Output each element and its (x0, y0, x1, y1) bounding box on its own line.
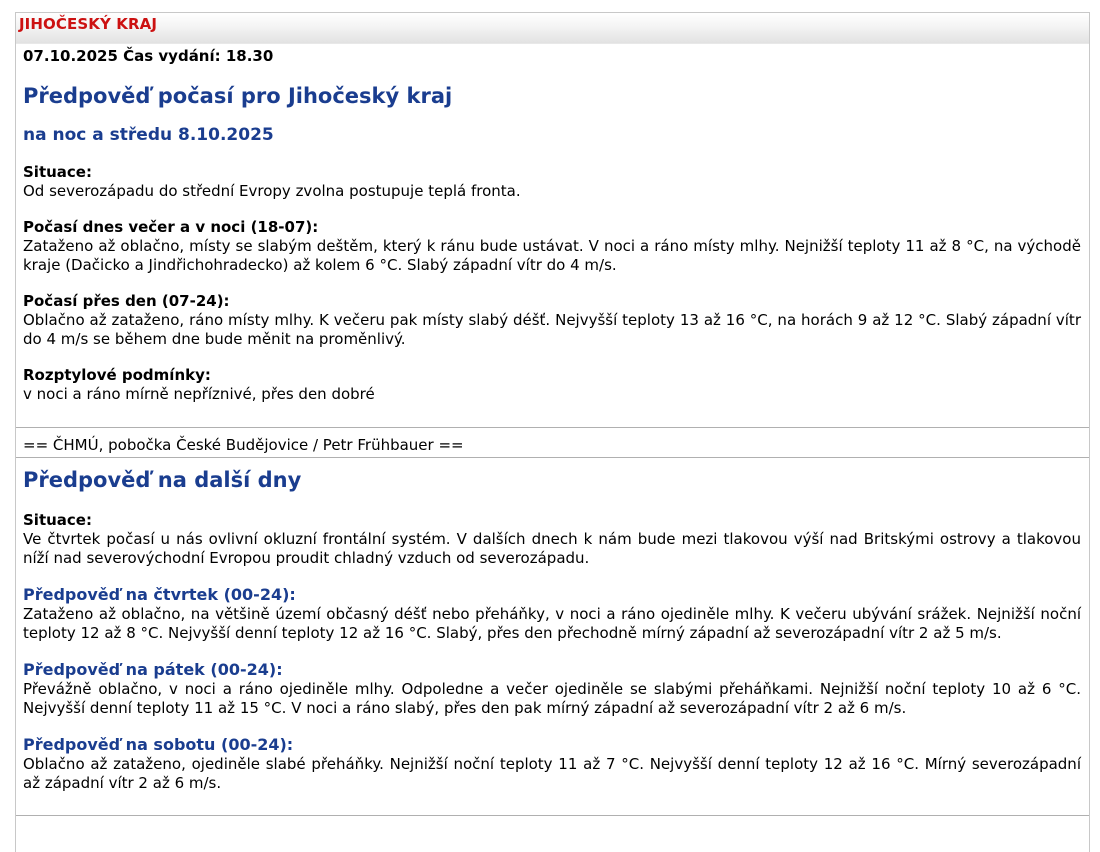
next-days-title: Předpověď na další dny (23, 468, 302, 492)
section-text: Od severozápadu do střední Evropy zvolna postupuje teplá fronta. (23, 182, 521, 200)
day-text: Oblačno až zataženo, ojediněle slabé přeháňky. Nejnižší noční teploty 11 až 7 °C. Nejvyšší denní teploty 12 až 16 °C. Mírný severozápadní až západní vítr 2 až 6 m/s. (23, 755, 1081, 792)
daytime-section (23, 292, 1081, 349)
section-heading: Počasí přes den (07-24): (23, 292, 230, 310)
section-heading: Situace: (23, 511, 92, 529)
next-situation-section (23, 511, 1081, 568)
region-title: JIHOČESKÝ KRAJ (19, 15, 157, 33)
next-days-content (16, 466, 1089, 793)
forecast-content (16, 46, 1089, 404)
dispersion-section (23, 366, 1081, 404)
day-text: Převážně oblačno, v noci a ráno ojediněle mlhy. Odpoledne a večer ojediněle se slabými přeháňkami. Nejnižší noční teploty 10 až 6 °C. Nejvyšší denní teploty 11 až 15 °C. V noci a ráno slabý, přes den pak mírný západní až severozápadní vítr 2 až 6 m/s. (23, 680, 1081, 717)
region-header (16, 13, 1089, 44)
section-heading: Situace: (23, 163, 92, 181)
situation-section (23, 163, 1081, 201)
forecast-subtitle: na noc a středu 8.10.2025 (23, 125, 274, 145)
section-text: Ve čtvrtek počasí u nás ovlivní okluzní frontální systém. V dalších dnech k nám bude mezi tlakovou výší nad Britskými ostrovy a tlakovou níží nad severovýchodní Evropou proudit chladný vzduch od severozápadu. (23, 530, 1081, 567)
section-text: v noci a ráno mírně nepříznivé, přes den dobré (23, 385, 375, 403)
divider (16, 815, 1089, 816)
section-text: Oblačno až zataženo, ráno místy mlhy. K večeru pak místy slabý déšť. Nejvyšší teploty 13 až 16 °C, na horách 9 až 12 °C. Slabý západní vítr do 4 m/s se během dne bude měnit na proměnlivý. (23, 311, 1081, 348)
divider (16, 457, 1089, 458)
thursday-forecast (23, 585, 1081, 643)
forecast-title: Předpověď počasí pro Jihočeský kraj (23, 84, 453, 108)
day-text: Zataženo až oblačno, na většině území občasný déšť nebo přeháňky, v noci a ráno ojediněle mlhy. K večeru ubývání srážek. Nejnižší noční teploty 12 až 8 °C. Nejvyšší denní teploty 12 až 16 °C. Slabý, přes den přechodně mírný západní až severozápadní vítr 2 až 5 m/s. (23, 605, 1081, 642)
friday-forecast (23, 660, 1081, 718)
section-text: Zataženo až oblačno, místy se slabým deštěm, který k ránu bude ustávat. V noci a ráno místy mlhy. Nejnižší teploty 11 až 8 °C, na východě kraje (Dačicko a Jindřichohradecko) až kolem 6 °C. Slabý západní vítr do 4 m/s. (23, 237, 1081, 274)
day-heading: Předpověď na sobotu (00-24): (23, 735, 294, 754)
tonight-section (23, 218, 1081, 275)
forecast-panel (15, 12, 1090, 852)
section-heading: Počasí dnes večer a v noci (18-07): (23, 218, 319, 236)
day-heading: Předpověď na čtvrtek (00-24): (23, 585, 296, 604)
issued-datetime: 07.10.2025 Čas vydání: 18.30 (23, 47, 274, 65)
section-heading: Rozptylové podmínky: (23, 366, 211, 384)
author-signature: == ČHMÚ, pobočka České Budějovice / Petr Frühbauer == (23, 436, 464, 454)
saturday-forecast (23, 735, 1081, 793)
day-heading: Předpověď na pátek (00-24): (23, 660, 283, 679)
